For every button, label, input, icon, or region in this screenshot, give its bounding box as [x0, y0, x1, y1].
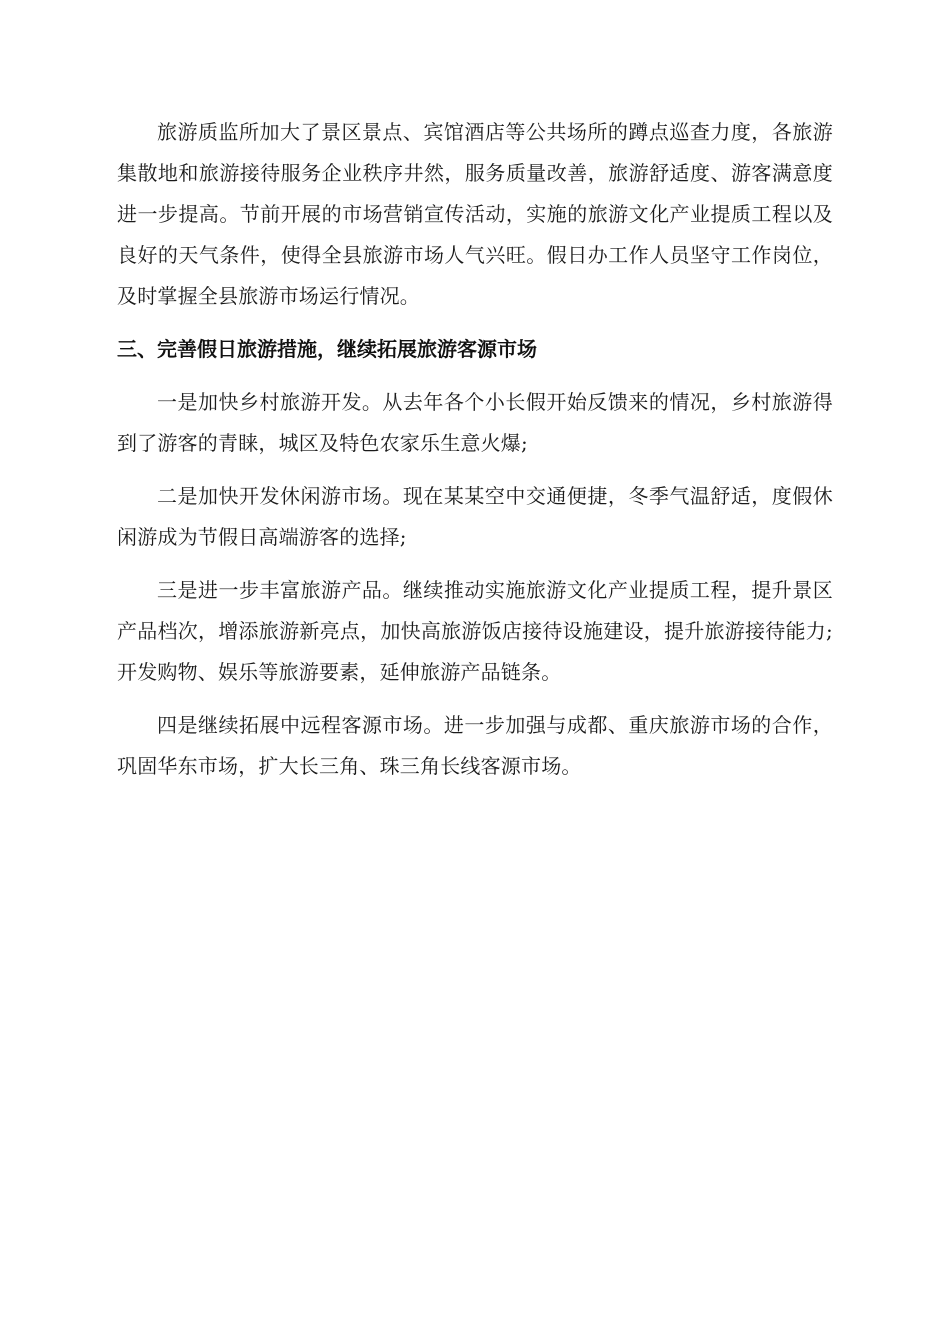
paragraph-source-markets: 四是继续拓展中远程客源市场。进一步加强与成都、重庆旅游市场的合作，巩固华东市场，扩大长三角、珠三角长线客源市场。: [117, 713, 833, 778]
paragraph-leisure-market: 二是加快开发休闲游市场。现在某某空中交通便捷，冬季气温舒适，度假休闲游成为节假日高端游客的选择;: [117, 484, 833, 549]
paragraph-tourism-products: 三是进一步丰富旅游产品。继续推动实施旅游文化产业提质工程，提升景区产品档次，增添旅游新亮点，加快高旅游饭店接待设施建设，提升旅游接待能力;开发购物、娱乐等旅游要素，延伸旅游产品链条。: [117, 578, 833, 684]
document-body: [117, 112, 833, 799]
section-heading: 三、完善假日旅游措施，继续拓展旅游客源市场: [117, 337, 537, 361]
paragraph-quality-supervision: 旅游质监所加大了景区景点、宾馆酒店等公共场所的蹲点巡查力度，各旅游集散地和旅游接待服务企业秩序井然，服务质量改善，旅游舒适度、游客满意度进一步提高。节前开展的市场营销宣传活动，实施的旅游文化产业提质工程以及良好的天气条件，使得全县旅游市场人气兴旺。假日办工作人员坚守工作岗位，及时掌握全县旅游市场运行情况。: [117, 120, 833, 308]
paragraph-rural-tourism: 一是加快乡村旅游开发。从去年各个小长假开始反馈来的情况，乡村旅游得到了游客的青睐，城区及特色农家乐生意火爆;: [117, 390, 833, 455]
